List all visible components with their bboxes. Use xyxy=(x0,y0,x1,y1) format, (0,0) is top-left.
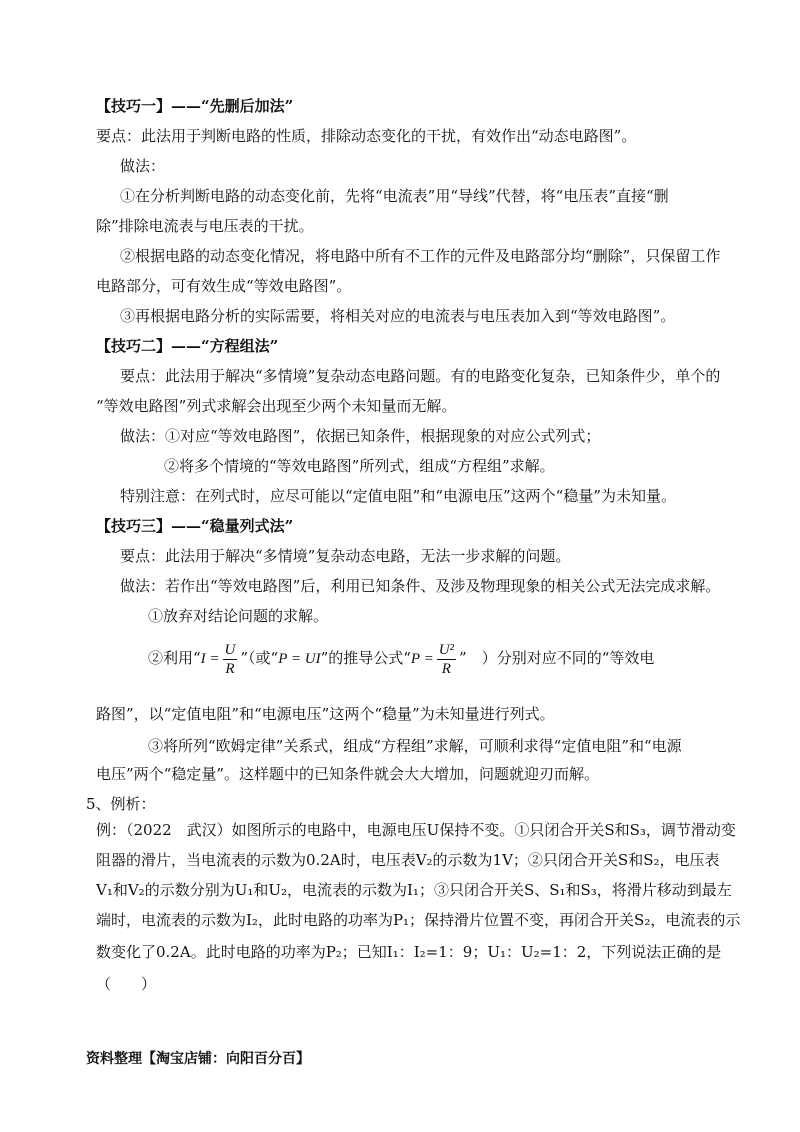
tip-one-method-label: 做法： xyxy=(120,157,166,175)
derived-power-denominator: R xyxy=(441,660,451,677)
tip-two-method-1: 做法：①对应“等效电路图”，依据已知条件，根据现象的对应公式列式； xyxy=(120,427,601,445)
example-text-4: 端时，电流表的示数为I₂，此时电路的功率为P₁；保持滑片位置不变，再闭合开关S₂，电流表的示 xyxy=(96,911,741,929)
tip-three-step-2-formulas xyxy=(148,638,800,679)
tip-one-step-3: ③再根据电路分析的实际需要，将相关对应的电流表与电压表加入到“等效电路图”。 xyxy=(120,307,676,325)
derived-power-numerator: U² xyxy=(438,641,455,658)
example-heading: 5、例析： xyxy=(86,795,156,813)
tip-three-step-1: ①放弃对结论问题的求解。 xyxy=(148,607,329,625)
example-text-3: V₁和V₂的示数分别为U₁和U₂，电流表的示数为I₁；③只闭合开关S、S₁和S₃，将滑片移动到最左 xyxy=(96,881,732,899)
tip-three-method: 做法：若作出“等效电路图”后，利用已知条件、及涉及物理现象的相关公式无法完成求解。 xyxy=(120,577,721,595)
formula-suffix: ” ）分别对应不同的“等效电 xyxy=(459,649,655,667)
example-answer-blank: （ ） xyxy=(96,975,157,993)
tip-two-note: 特别注意：在列式时，应尽可能以“定值电阻”和“电源电压”这两个“稳量”为未知量。 xyxy=(120,487,677,505)
example-text-5: 数变化了0.2A。此时电路的功率为P₂；已知I₁：I₂=1：9；U₁：U₂=1：2，下列说法正确的是 xyxy=(96,943,722,961)
tip-three-step-3b: 电压”两个“稳定量”。这样题中的已知条件就会大大增加，问题就迎刃而解。 xyxy=(96,765,600,783)
tip-one-step-2a: ②根据电路的动态变化情况，将电路中所有不工作的元件及电路部分均“删除”，只保留工作 xyxy=(120,247,721,265)
tip-one-step-2b: 电路部分，可有效生成“等效电路图”。 xyxy=(96,277,352,295)
tip-two-method-2: ②将多个情境的“等效电路图”所列式，组成“方程组”求解。 xyxy=(164,457,555,475)
tip-one-key-point: 要点：此法用于判断电路的性质，排除动态变化的干扰，有效作出“动态电路图”。 xyxy=(96,127,637,145)
tip-three-heading: 【技巧三】——“稳量列式法” xyxy=(96,517,294,535)
tip-two-key-point-a: 要点：此法用于解决“多情境”复杂动态电路问题。有的电路变化复杂，已知条件少，单个的 xyxy=(120,367,721,385)
power-formula: P = UI xyxy=(278,651,321,667)
tip-two-key-point-b: “等效电路图”列式求解会出现至少两个未知量而无解。 xyxy=(96,397,457,415)
derived-power-fraction xyxy=(437,641,456,678)
ohm-law-fraction xyxy=(223,641,238,678)
example-text-2: 阻器的滑片，当电流表的示数为0.2A时，电压表V₂的示数为1V；②只闭合开关S和S₂，电压表 xyxy=(96,851,720,869)
example-text-1: 例：（2022 武汉）如图所示的电路中，电源电压U保持不变。①只闭合开关S和S₃，调节滑动变 xyxy=(96,821,736,839)
ohm-law-lhs: I = xyxy=(200,651,220,667)
formula-mid-1: ”（或“ xyxy=(240,649,279,667)
formula-prefix: ②利用“ xyxy=(148,649,201,667)
tip-two-heading: 【技巧二】——“方程组法” xyxy=(96,337,279,355)
derived-power-lhs: P = xyxy=(410,651,434,667)
ohm-law-denominator: R xyxy=(225,660,235,677)
footer-source: 资料整理【淘宝店铺：向阳百分百】 xyxy=(86,1051,310,1067)
tip-three-step-2-cont: 路图”，以“定值电阻”和“电源电压”这两个“稳量”为未知量进行列式。 xyxy=(96,705,555,723)
tip-three-key-point: 要点：此法用于解决“多情境”复杂动态电路，无法一步求解的问题。 xyxy=(120,547,571,565)
tip-one-step-1a: ①在分析判断电路的动态变化前，先将“电流表”用“导线”代替，将“电压表”直接“删 xyxy=(120,187,669,205)
tip-three-step-3a: ③将所列“欧姆定律”关系式，组成“方程组”求解，可顺利求得“定值电阻”和“电源 xyxy=(148,737,682,755)
formula-mid-2: ”的推导公式“ xyxy=(320,649,411,667)
tip-one-step-1b: 除”排除电流表与电压表的干扰。 xyxy=(96,217,314,235)
ohm-law-numerator: U xyxy=(224,641,236,658)
tip-one-heading: 【技巧一】——“先删后加法” xyxy=(96,97,294,115)
